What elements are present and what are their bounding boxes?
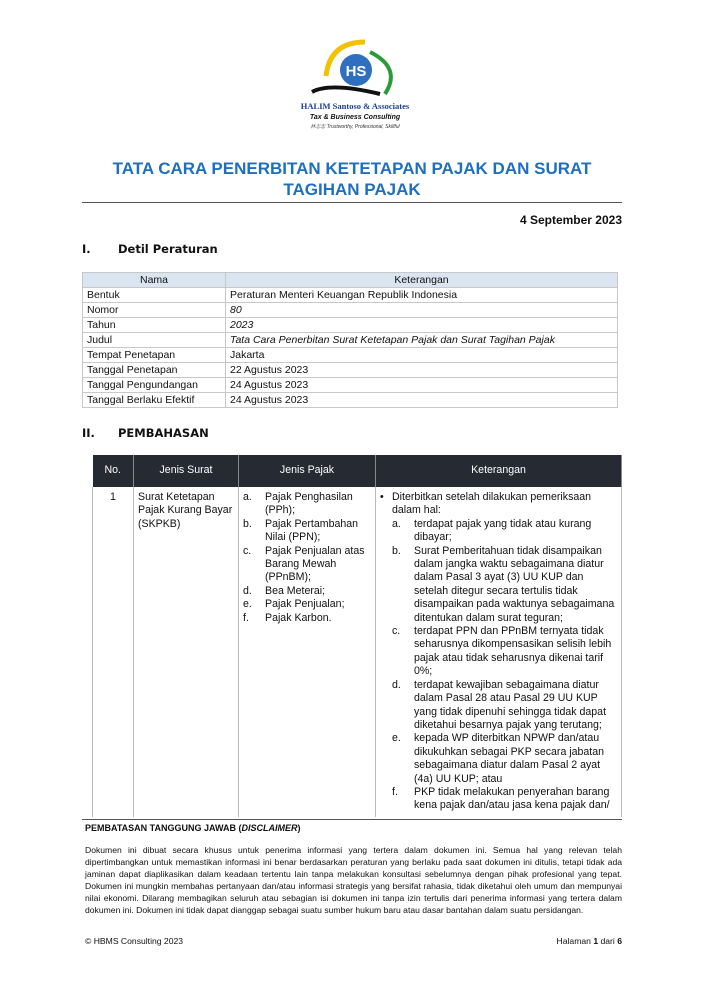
intro-text: Diterbitkan setelah dilakukan pemeriksaan dalam hal: <box>392 491 592 517</box>
column-header: Nama <box>83 273 226 288</box>
current-page: 1 <box>593 935 599 946</box>
divider <box>82 202 622 203</box>
disclaimer-text: Dokumen ini dibuat secara khusus untuk penerima informasi yang tertera dalam dokumen ini. Semua hal yang relevan telah dipertimbangkan untuk memastikan informasi ini benar berdasarkan peraturan yang berlaku pada saat dokumen ini ditulis, tetapi tidak ada jaminan dapat diaplikasikan dalam keadaan tertentu lain tanpa melakukan konsultasi sebelumnya dengan pihak profesional yang tepat. Dokumen ini mungkin membahas pertanyaan dan/atau informasi strategis yang bersifat rahasia, tidak diketahui oleh umum dan mempunyai nilai ekonomi. Dilarang membagikan seluruh atau sebagian isi dokumen ini tanpa izin tertulis dari penerima informasi yang tertera dalam dokumen ini. Dokumen ini tidak dapat dianggap sebagai suatu sumber hukum baru atau dasar bantahan dalam suatu persidangan. <box>85 844 622 915</box>
field-value: 24 Agustus 2023 <box>226 378 618 393</box>
column-header: No. <box>93 455 134 487</box>
condition-list <box>392 518 617 813</box>
list-item <box>243 518 371 545</box>
list-item <box>243 545 371 585</box>
list-item <box>392 625 617 679</box>
field-value: Jakarta <box>226 348 618 363</box>
field-name: Tanggal Penetapan <box>83 363 226 378</box>
list-text: terdapat PPN dan PPnBM ternyata tidak seharusnya dikompensasikan selisih lebih pajak atau tidak seharusnya dikenai tarif 0%; <box>414 625 612 678</box>
list-text: Surat Pemberitahuan tidak disampaikan dalam jangka waktu sebagaimana diatur dalam Pasal 3 ayat (3) UU KUP dan setelah ditegur secara tertulis tidak disampaikan pada waktunya sebagaimana ditentukan dalam surat teguran; <box>414 544 615 624</box>
document-date: 4 September 2023 <box>519 213 622 227</box>
table-row <box>83 363 618 378</box>
column-header: Keterangan <box>376 455 622 487</box>
table-row <box>83 378 618 393</box>
list-item <box>392 679 617 733</box>
logo-tagline: Tax & Business Consulting <box>309 114 401 121</box>
list-text: Bea Meterai; <box>265 584 326 597</box>
section-title: Detil Peraturan <box>118 242 218 256</box>
list-marker: e. <box>243 598 252 611</box>
list-marker: c. <box>392 625 401 638</box>
divider <box>82 819 622 820</box>
heading-end: ) <box>297 822 301 833</box>
section-title: PEMBAHASAN <box>118 426 209 440</box>
list-marker: d. <box>392 678 401 691</box>
list-marker: f. <box>243 611 249 624</box>
logo-company-name: HALIM Santoso & Associates <box>300 101 410 111</box>
list-text: terdapat kewajiban sebagaimana diatur dalam Pasal 28 atau Pasal 29 UU KUP yang tidak dipenuhi sehingga tidak dapat diketahui besarnya pajak yang terutang; <box>414 678 607 731</box>
list-marker: a. <box>243 491 252 503</box>
page-label: Halaman <box>556 935 591 946</box>
field-name: Tanggal Berlaku Efektif <box>83 393 226 408</box>
column-header: Jenis Pajak <box>239 455 376 487</box>
field-name: Tanggal Pengundangan <box>83 378 226 393</box>
logo-initials: HS <box>345 63 367 80</box>
bullet-icon: • <box>380 491 384 503</box>
field-value: 22 Agustus 2023 <box>226 363 618 378</box>
list-text: terdapat pajak yang tidak atau kurang dibayar; <box>414 517 592 544</box>
section-heading-2 <box>82 426 209 440</box>
section-number: II. <box>82 426 95 440</box>
details-table <box>82 272 618 408</box>
footer <box>85 936 622 947</box>
field-value: 24 Agustus 2023 <box>226 393 618 408</box>
list-text: kepada WP diterbitkan NPWP dan/atau dikukuhkan sebagai PKP secara jabatan sebagaimana diatur dalam Pasal 2 ayat (4a) UU KUP; atau <box>414 732 605 785</box>
list-marker: d. <box>243 584 252 597</box>
table-row <box>83 393 618 408</box>
table-row <box>93 487 622 817</box>
field-value: Tata Cara Penerbitan Surat Ketetapan Pajak dan Surat Tagihan Pajak <box>226 333 618 348</box>
field-value: 80 <box>226 303 618 318</box>
page-number <box>557 936 622 947</box>
list-text: Pajak Penghasilan (PPh); <box>265 491 353 517</box>
discussion-table <box>92 455 622 817</box>
list-item <box>243 612 371 625</box>
table-row <box>83 303 618 318</box>
list-item <box>392 732 617 786</box>
list-item <box>243 585 371 598</box>
list-item <box>243 491 371 518</box>
list-text: Pajak Karbon. <box>265 611 332 624</box>
list-item <box>392 545 617 625</box>
list-item <box>380 491 617 813</box>
field-name: Bentuk <box>83 288 226 303</box>
page-title: TATA CARA PENERBITAN KETETAPAN PAJAK DAN SURAT TAGIHAN PAJAK <box>112 159 592 199</box>
field-value: Peraturan Menteri Keuangan Republik Indonesia <box>226 288 618 303</box>
column-header: Keterangan <box>226 273 618 288</box>
total-pages: 6 <box>617 935 622 946</box>
heading-text: PEMBATASAN TANGGUNG JAWAB ( <box>85 822 242 833</box>
list-item <box>392 518 617 545</box>
table-row <box>83 333 618 348</box>
table-row <box>83 348 618 363</box>
tax-type-list <box>243 491 371 625</box>
field-name: Tahun <box>83 318 226 333</box>
list-text: PKP tidak melakukan penyerahan barang kena pajak dan/atau jasa kena pajak dan/ <box>414 785 610 812</box>
table-row <box>83 288 618 303</box>
lower-content <box>0 455 707 957</box>
list-text: Pajak Penjualan; <box>265 598 345 611</box>
list-text: Pajak Pertambahan Nilai (PPN); <box>265 517 359 544</box>
list-marker: e. <box>392 732 401 745</box>
list-marker: c. <box>243 544 252 557</box>
list-item <box>392 786 617 813</box>
row-number: 1 <box>93 487 134 817</box>
section-heading-1 <box>82 242 218 256</box>
disclaimer-heading <box>85 823 707 834</box>
field-name: Judul <box>83 333 226 348</box>
table-row <box>83 318 618 333</box>
of-label: dari <box>600 935 615 946</box>
list-marker: b. <box>243 517 252 530</box>
list-marker: f. <box>392 785 398 798</box>
list-marker: a. <box>392 517 401 530</box>
list-item <box>243 598 371 611</box>
column-header: Jenis Surat <box>134 455 239 487</box>
section-number: I. <box>82 242 91 256</box>
field-value: 2023 <box>226 318 618 333</box>
company-logo <box>290 38 420 100</box>
list-text: Pajak Penjualan atas Barang Mewah (PPnBM); <box>265 544 365 584</box>
copyright: © HBMS Consulting 2023 <box>85 935 184 946</box>
field-name: Nomor <box>83 303 226 318</box>
letter-type: Surat Ketetapan Pajak Kurang Bayar (SKPKB) <box>134 487 239 817</box>
logo-motto: 林志忠 Trustworthy, Professional, Skillful <box>310 124 400 130</box>
list-marker: b. <box>392 544 401 557</box>
heading-italic: DISCLAIMER <box>241 822 298 833</box>
field-name: Tempat Penetapan <box>83 348 226 363</box>
